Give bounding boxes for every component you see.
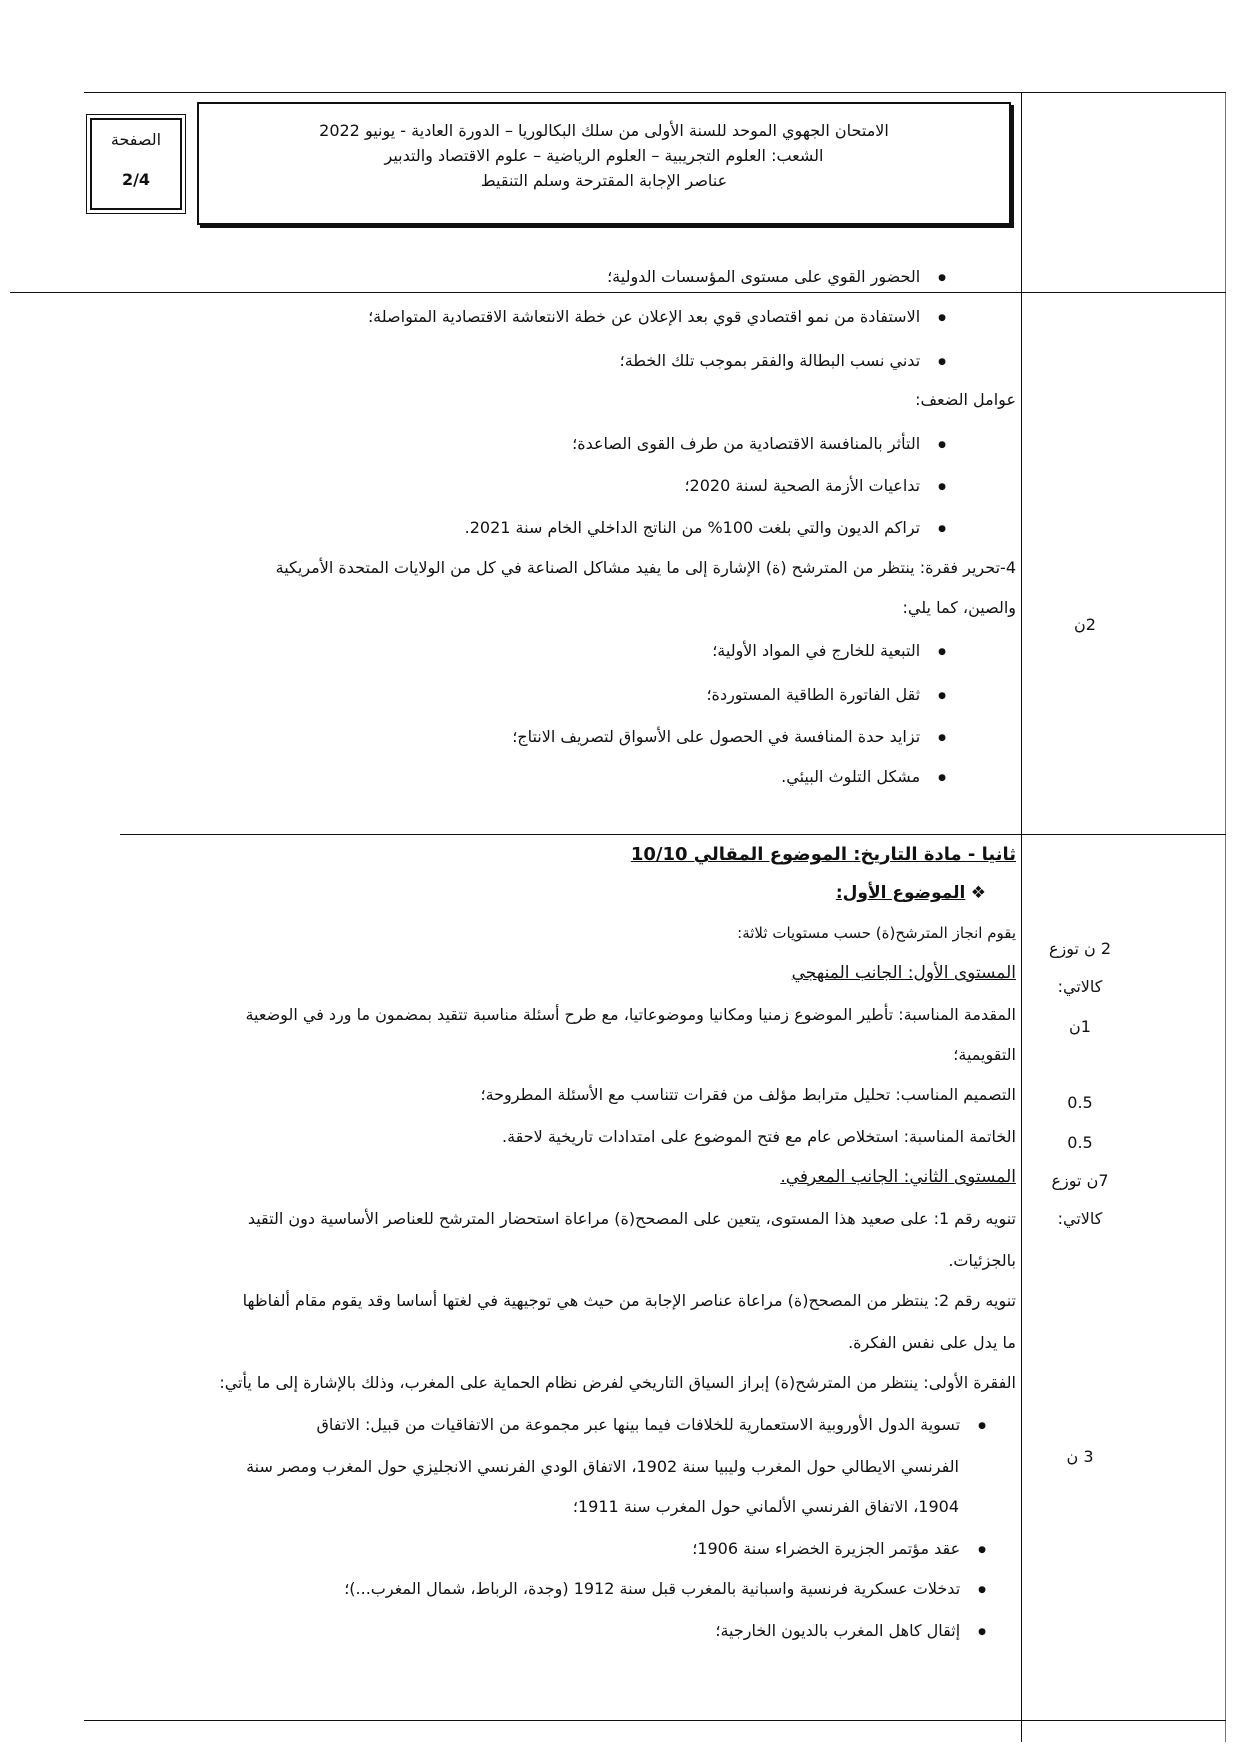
subject-title (836, 882, 986, 904)
score-level-1: 2 ن توزع (1048, 939, 1112, 958)
paragraph-1-intro: الفقرة الأولى: ينتظر من المترشح(ة) إبراز السياق التاريخي لفرض نظام الحماية على المغرب، وذلك بالإشارة إلى ما يأتي: (219, 1373, 1016, 1392)
weakness-heading: عوامل الضعف: (915, 390, 1016, 409)
page-label: الصفحة (110, 130, 162, 149)
score-level-2: 7ن توزع (1051, 1171, 1109, 1190)
level-2-title: المستوى الثاني: الجانب المعرفي. (780, 1167, 1016, 1187)
question-4-intro: 4-تحرير فقرة: ينتظر من المترشح (ة) الإشارة إلى ما يفيد مشاكل الصناعة في كل من الولايات المتحدة الأمريكية (275, 558, 1016, 577)
section-heading-history: ثانيا - مادة التاريخ: الموضوع المقالي 10/10 (630, 844, 1016, 865)
list-item: ● الحضور القوي على مستوى المؤسسات الدولية؛ (607, 266, 946, 289)
list-item: ● تدخلات عسكرية فرنسية واسبانية بالمغرب قبل سنة 1912 (وجدة، الرباط، شمال المغرب...)؛ (344, 1578, 986, 1601)
list-item: ● عقد مؤتمر الجزيرة الخضراء سنة 1906؛ (692, 1538, 986, 1561)
list-item: ● مشكل التلوث البيئي. (781, 766, 946, 789)
list-item: ● تدني نسب البطالة والفقر بموجب تلك الخطة؛ (620, 350, 946, 373)
intro-criterion-cont: التقويمية؛ (953, 1045, 1016, 1064)
exam-title-box (197, 102, 1011, 225)
list-item: ● تداعيات الأزمة الصحية لسنة 2020؛ (684, 475, 946, 498)
page-number: 2/4 (121, 170, 151, 189)
score-level-2-note: كالاتي: (1057, 1209, 1103, 1228)
exam-title: الامتحان الجهوي الموحد للسنة الأولى من سلك البكالوريا – الدورة العادية - يونيو 2022 (319, 121, 889, 140)
score-paragraph-1: 3 ن (1066, 1447, 1094, 1466)
bottom-border (84, 1720, 1226, 1721)
list-item-cont: الفرنسي الايطالي حول المغرب وليبيا سنة 1902، الاتفاق الودي الفرنسي الانجليزي حول المغرب ومصر سنة (246, 1457, 959, 1476)
diamond-bullet-icon: ❖ (970, 883, 986, 903)
score-intro: 1ن (1069, 1017, 1091, 1036)
conclusion-criterion: الخاتمة المناسبة: استخلاص عام مع فتح الموضوع على امتدادات تاريخية لاحقة. (501, 1127, 1016, 1146)
list-item: ● الاستفادة من نمو اقتصادي قوي بعد الإعلان عن خطة الانتعاشة الاقتصادية المتواصلة؛ (368, 306, 946, 329)
top-border (84, 92, 1226, 93)
exam-streams: الشعب: العلوم التجريبية – العلوم الرياضية – علوم الاقتصاد والتدبير (384, 146, 824, 165)
score-design: 0.5 (1067, 1093, 1093, 1112)
score-q4: 2ن (1074, 615, 1096, 634)
section-divider (120, 834, 1226, 835)
score-conclusion: 0.5 (1067, 1133, 1093, 1152)
list-item: ● التأثر بالمنافسة الاقتصادية من طرف القوى الصاعدة؛ (572, 433, 946, 456)
exam-subtitle: عناصر الإجابة المقترحة وسلم التنقيط (480, 171, 728, 190)
right-border (1225, 92, 1226, 1742)
list-item: ● التبعية للخارج في المواد الأولية؛ (712, 640, 946, 663)
intro-criterion: المقدمة المناسبة: تأطير الموضوع زمنيا ومكانيا وموضوعاتيا، مع طرح أسئلة مناسبة تتقيد بمضمون ما ورد في الوضعية (245, 1005, 1016, 1024)
page-number-box (90, 118, 182, 210)
list-item-cont: 1904، الاتفاق الفرنسي الألماني حول المغرب سنة 1911؛ (572, 1497, 959, 1516)
score-column-divider (1021, 92, 1022, 1742)
note-2-cont: ما يدل على نفس الفكرة. (848, 1333, 1016, 1352)
subject-title-text: الموضوع الأول: (835, 883, 966, 903)
list-item: ● إثقال كاهل المغرب بالديون الخارجية؛ (715, 1620, 986, 1643)
note-1: تنويه رقم 1: على صعيد هذا المستوى، يتعين على المصحح(ة) مراعاة استحضار المترشح للعناصر الأساسية دون التقيد (247, 1209, 1016, 1228)
list-item: ● تسوية الدول الأوروبية الاستعمارية للخلافات فيما بينها عبر مجموعة من الاتفاقيات من قبيل: الاتفاق (316, 1414, 986, 1437)
question-4-intro-cont: والصين، كما يلي: (902, 598, 1016, 617)
score-level-1-note: كالاتي: (1057, 977, 1103, 996)
design-criterion: التصميم المناسب: تحليل مترابط مؤلف من فقرات تتناسب مع الأسئلة المطروحة؛ (480, 1085, 1016, 1104)
separator-line (10, 292, 1226, 293)
note-1-cont: بالجزئيات. (948, 1251, 1016, 1270)
note-2: تنويه رقم 2: ينتظر من المصحح(ة) مراعاة عناصر الإجابة من حيث هي توجيهية في لغتها أساسا وقد يقوم مقام ألفاظها (242, 1291, 1016, 1310)
list-item: ● تزايد حدة المنافسة في الحصول على الأسواق لتصريف الانتاج؛ (512, 726, 946, 749)
list-item: ● تراكم الديون والتي بلغت 100% من الناتج الداخلي الخام سنة 2021. (465, 517, 946, 540)
list-item: ● ثقل الفاتورة الطاقية المستوردة؛ (706, 684, 946, 707)
levels-intro: يقوم انجاز المترشح(ة) حسب مستويات ثلاثة: (737, 924, 1016, 942)
level-1-title: المستوى الأول: الجانب المنهجي (791, 963, 1016, 983)
